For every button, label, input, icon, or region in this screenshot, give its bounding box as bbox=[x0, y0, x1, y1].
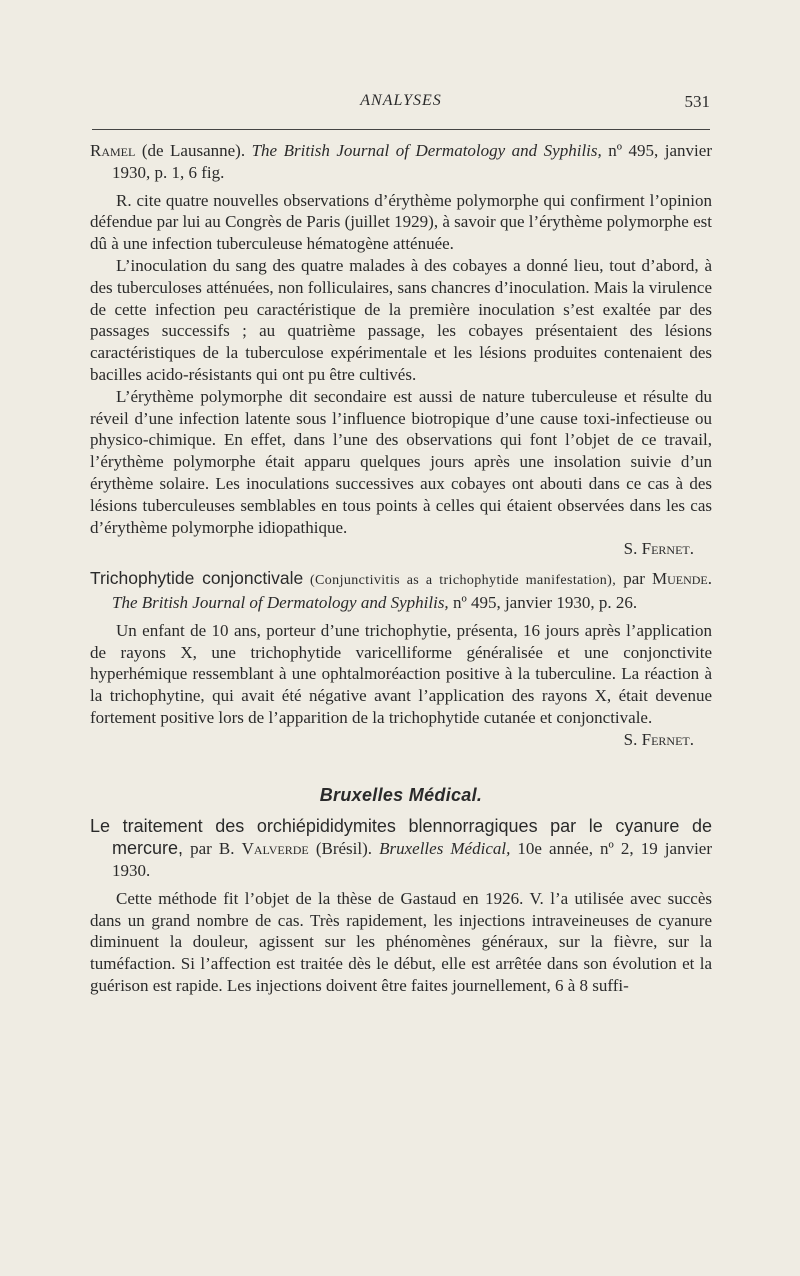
article3-title: Le traitement des orchiépididymites blennorragiques par le cyanure de mercure, bbox=[90, 816, 712, 859]
section-title: Bruxelles Médical. bbox=[319, 784, 483, 805]
page-header bbox=[92, 92, 710, 118]
article2-journal: The British Journal of Dermatology and Syphilis, bbox=[112, 592, 449, 612]
article1-paragraph: R. cite quatre nouvelles observations d’érythème polymorphe qui confirment l’opinion défendue par lui au Congrès de Paris (juillet 1929), à savoir que l’érythème polymorphe est dû à une infection tuberculeuse hématogène atténuée. bbox=[90, 190, 712, 254]
article3-citation: 10e année, nº 2, 19 janvier 1930. bbox=[112, 839, 713, 880]
page-number: 531 bbox=[684, 92, 710, 111]
page-content bbox=[90, 140, 712, 997]
article1-signature: S. Fernet. bbox=[623, 539, 694, 559]
article2-reference: Trichophytide conjonctivale (Conjunctivitis as a trichophytide manifestation), par Muende. The British Journal of Dermatology and Syphilis, nº 495, janvier 1930, p. 26. bbox=[90, 568, 712, 612]
running-title: ANALYSES bbox=[360, 92, 442, 109]
article2-title: Trichophytide conjonctivale bbox=[90, 568, 304, 589]
article2-author: Muende bbox=[651, 569, 708, 589]
article3-author: Valverde bbox=[241, 839, 309, 859]
article1-paragraph: L’érythème polymorphe dit secondaire est aussi de nature tuberculeuse et résulte du réveil d’une infection latente sous l’influence biotropique d’une cause toxi-infectieuse ou physico-chimique. En effet, dans l’une des observations qui font l’objet de ce travail, l’érythème polymorphe était apparu quelques jours après une insolation suivie d’un érythème solaire. Les inoculations successives aux cobayes ont abouti dans ce cas à des lésions tuberculeuses semblables en tous points à celles qui étaient observées dans les cas d’érythème polymorphe idiopathique. bbox=[90, 386, 712, 537]
article2-signature: S. Fernet. bbox=[623, 729, 694, 749]
article1-paragraph: L’inoculation du sang des quatre malades à des cobayes a donné lieu, tout d’abord, à des tuberculoses atténuées, non folliculaires, sans chancres d’inoculation. Mais la virulence de cette infection peu caractéristique de la première inoculation s’est exaltée par des passages successifs ; au quatrième passage, les cobayes présentaient des lésions caractéristiques de la tuberculose expérimentale et les lésions produites contenaient des bacilles acido-résistants qui ont pu être cultivés. bbox=[90, 255, 712, 384]
article3-author-detail: (Brésil). bbox=[308, 839, 380, 859]
article3-paragraph: Cette méthode fit l’objet de la thèse de Gastaud en 1926. V. l’a utilisée avec succès dans un grand nombre de cas. Très rapidement, les injections intraveineuses de cyanure diminuent la douleur, agissent sur les phénomènes généraux, sur la fièvre, sur la tuméfaction. Si l’affection est traitée dès le début, elle est arrêtée dans son évolution et la guérison est rapide. Les injections doivent être faites journellement, 6 à 8 suffi- bbox=[90, 888, 712, 995]
article1-author-detail: (de Lausanne). bbox=[135, 141, 252, 160]
article2-paragraph: Un enfant de 10 ans, porteur d’une trichophytie, présenta, 16 jours après l’application de rayons X, une trichophytide varicelliforme généralisée et une conjonctivite hyperhémique ressemblant à une ophtalmoréaction positive à la tuberculine. La réaction à la trichophytine, qui avait été négative avant l’application des rayons X, était devenue fortement positive lors de l’apparition de la trichophytide cutanée et conjonctivale. bbox=[90, 620, 712, 727]
article1-reference bbox=[90, 140, 712, 184]
header-rule bbox=[92, 129, 710, 130]
article3-reference: Le traitement des orchiépididymites blennorragiques par le cyanure de mercure, par B. Valverde (Brésil). Bruxelles Médical, 10e année, nº 2, 19 janvier 1930. bbox=[90, 816, 713, 880]
article2-subtitle: (Conjunctivitis as a trichophytide manifestation), bbox=[303, 573, 617, 589]
article2-citation: nº 495, janvier 1930, p. 26. bbox=[448, 592, 638, 612]
article1-author: Ramel bbox=[90, 141, 136, 160]
article1-journal: The British Journal of Dermatology and Syphilis, bbox=[251, 141, 602, 160]
article3-journal: Bruxelles Médical, bbox=[379, 839, 511, 859]
article1-citation: nº 495, janvier 1930, p. 1, 6 fig. bbox=[112, 141, 712, 182]
